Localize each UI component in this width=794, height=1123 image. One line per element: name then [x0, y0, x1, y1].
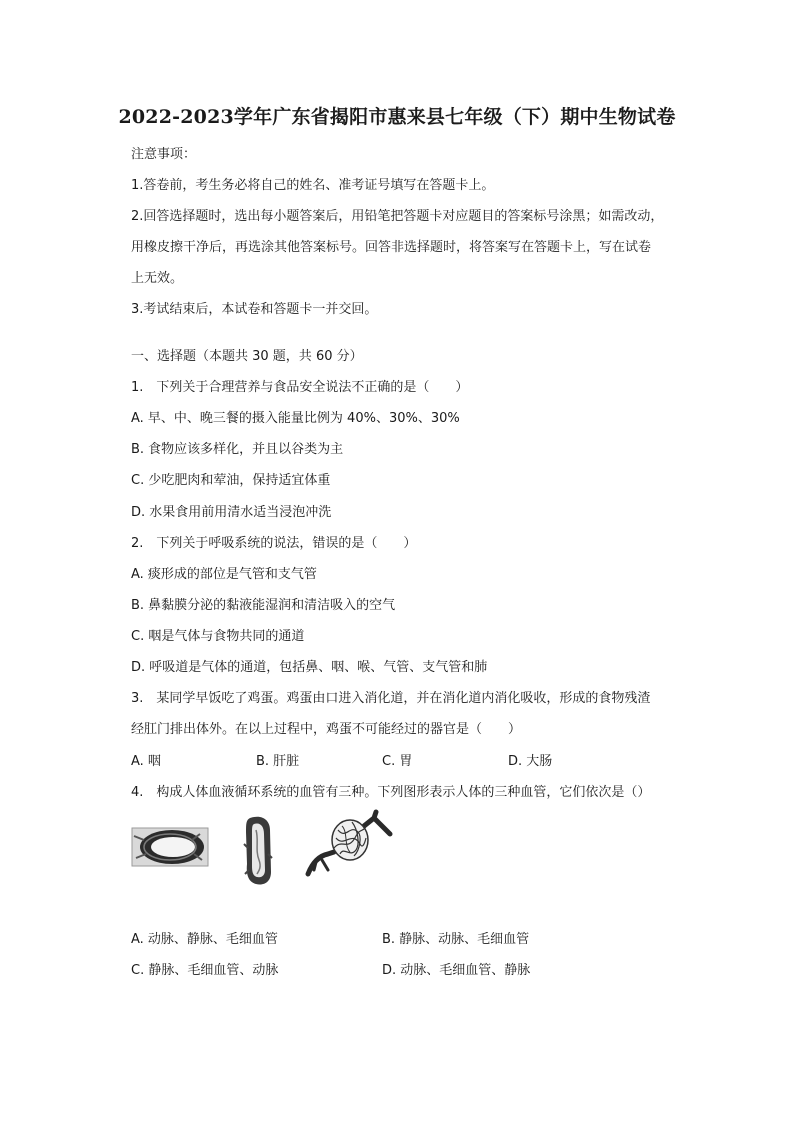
question-1-option-b: B. 食物应该多样化，并且以谷类为主: [131, 442, 344, 457]
question-3-stem-line-2: 经肛门排出体外。在以上过程中，鸡蛋不可能经过的器官是（ ）: [131, 722, 522, 737]
question-4-stem: 4. 构成人体血液循环系统的血管有三种。下列图形表示人体的三种血管，它们依次是（）: [131, 785, 651, 800]
question-4-option-d: D. 动脉、毛细血管、静脉: [382, 963, 531, 978]
vein-cross-section-figure: [240, 814, 276, 888]
question-2-stem: 2. 下列关于呼吸系统的说法，错误的是（ ）: [131, 536, 417, 551]
question-4-option-a: A. 动脉、静脉、毛细血管: [131, 932, 278, 947]
question-3-stem-line-1: 3. 某同学早饭吃了鸡蛋。鸡蛋由口进入消化道，并在消化道内消化吸收，形成的食物残渣: [131, 691, 651, 706]
question-2-option-a: A. 痰形成的部位是气管和支气管: [131, 567, 317, 582]
notice-line-3: 用橡皮擦干净后，再选涂其他答案标号。回答非选择题时，将答案写在答题卡上，写在试卷: [131, 240, 652, 255]
artery-cross-section-figure: [130, 822, 210, 872]
question-1-option-c: C. 少吃肥肉和荤油，保持适宜体重: [131, 473, 331, 488]
notice-line-1: 1.答卷前，考生务必将自己的姓名、准考证号填写在答题卡上。: [131, 178, 495, 193]
notice-line-5: 3.考试结束后，本试卷和答题卡一并交回。: [131, 302, 378, 317]
page-title: 2022-2023学年广东省揭阳市惠来县七年级（下）期中生物试卷: [118, 106, 676, 128]
question-3-option-c: C. 胃: [382, 754, 413, 769]
question-2-option-c: C. 咽是气体与食物共同的通道: [131, 629, 305, 644]
question-2-option-d: D. 呼吸道是气体的通道，包括鼻、咽、喉、气管、支气管和肺: [131, 660, 488, 675]
section-heading: 一、选择题（本题共 30 题，共 60 分）: [131, 349, 363, 364]
question-1-option-a: A. 早、中、晚三餐的摄入能量比例为 40%、30%、30%: [131, 411, 460, 426]
question-4-option-b: B. 静脉、动脉、毛细血管: [382, 932, 530, 947]
notice-heading: 注意事项：: [131, 147, 197, 162]
question-2-option-b: B. 鼻黏膜分泌的黏液能湿润和清洁吸入的空气: [131, 598, 396, 613]
question-3-option-d: D. 大肠: [508, 754, 553, 769]
question-1-stem: 1. 下列关于合理营养与食品安全说法不正确的是（ ）: [131, 380, 469, 395]
question-3-option-b: B. 肝脏: [256, 754, 300, 769]
capillary-network-figure: [304, 808, 394, 880]
question-1-option-d: D. 水果食用前用清水适当浸泡冲洗: [131, 505, 332, 520]
notice-line-4: 上无效。: [131, 271, 184, 286]
question-4-option-c: C. 静脉、毛细血管、动脉: [131, 963, 279, 978]
notice-line-2: 2.回答选择题时，选出每小题答案后，用铅笔把答题卡对应题目的答案标号涂黑；如需改动，: [131, 209, 664, 224]
question-3-option-a: A. 咽: [131, 754, 161, 769]
